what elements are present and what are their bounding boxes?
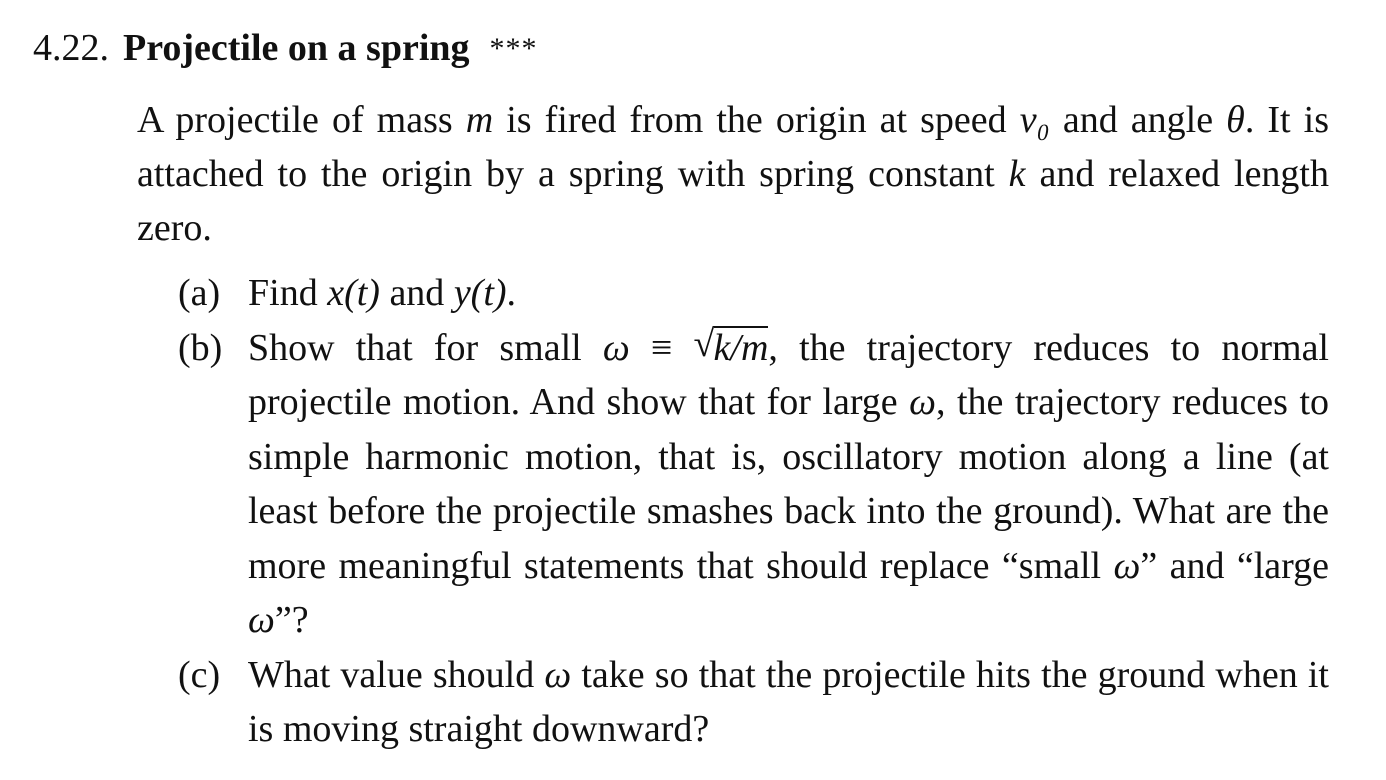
part-c xyxy=(178,648,1329,757)
math-symbol: θ xyxy=(1226,99,1245,141)
part-text: What value should xyxy=(248,653,545,696)
intro-text: A projectile of mass xyxy=(137,99,466,141)
math-symbol: k xyxy=(1008,153,1026,195)
math-symbol: ω xyxy=(602,326,630,369)
math-symbol: ω xyxy=(544,653,572,696)
intro-text: and angle xyxy=(1049,99,1227,141)
intro-text: . It is attached to the origin by a spring with spring constant xyxy=(137,99,1330,195)
intro-text: and relaxed length zero. xyxy=(137,153,1329,249)
part-label: (a) xyxy=(178,272,221,314)
problem-number: 4.22. xyxy=(33,27,109,69)
part-text: , the trajectory reduces to normal projectile motion. And show that for large xyxy=(248,326,1329,423)
part-text: ≡ xyxy=(629,326,694,369)
part-text: . xyxy=(506,272,517,314)
part-text: , the trajectory reduces to simple harmonic motion, that is, oscillatory motion along a line (at least before the projectile smashes back into the ground). What are the more meaningful statements that should replace “small xyxy=(248,381,1330,587)
radicand: k/m xyxy=(713,326,769,369)
part-a xyxy=(178,266,1329,321)
part-b xyxy=(178,321,1329,648)
part-text: and xyxy=(379,272,454,314)
problem-statement xyxy=(137,93,1329,255)
part-label: (b) xyxy=(178,326,223,369)
problem-parts xyxy=(178,266,1329,757)
part-text: ”? xyxy=(274,599,309,641)
math-expression: x(t) xyxy=(327,272,380,314)
square-root-expression xyxy=(694,321,769,376)
math-symbol: m xyxy=(465,99,494,141)
part-text: take so that the projectile hits the ground when it is moving straight downward? xyxy=(248,653,1329,750)
problem-title: Projectile on a spring xyxy=(123,27,470,69)
math-expression: y(t) xyxy=(453,272,507,314)
problem-heading xyxy=(33,24,538,75)
difficulty-stars: *** xyxy=(489,32,538,65)
part-text: ” and “large xyxy=(1140,544,1329,587)
math-symbol: ω xyxy=(909,381,936,423)
part-label: (c) xyxy=(178,653,221,696)
part-text: Find xyxy=(248,272,328,314)
math-symbol: ω xyxy=(248,599,275,641)
radical-sign: √ xyxy=(693,322,715,365)
math-symbol: v₀ xyxy=(1019,99,1050,141)
math-symbol: ω xyxy=(1113,544,1141,587)
part-text: Show that for small xyxy=(248,326,603,369)
intro-text: is fired from the origin at speed xyxy=(493,99,1020,141)
